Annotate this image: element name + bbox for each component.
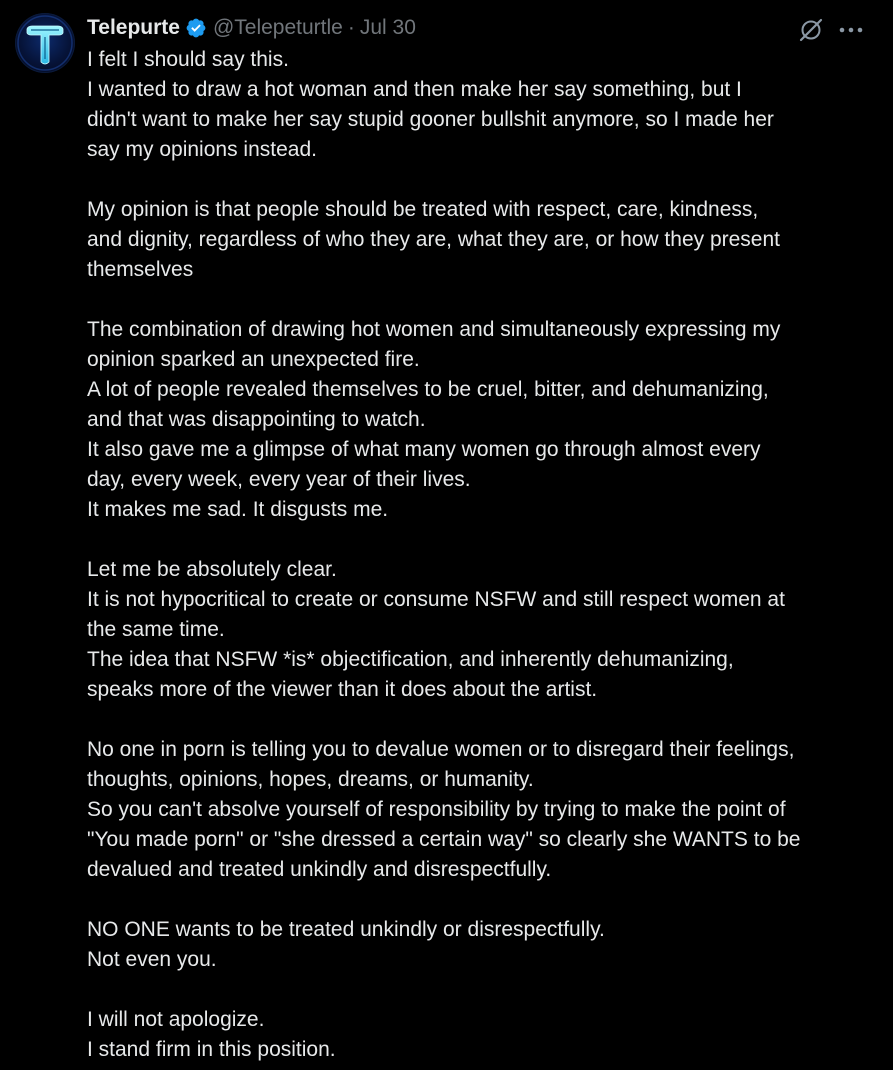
text-line: devalued and treated unkindly and disrespectfully. (87, 858, 552, 881)
text-line: speaks more of the viewer than it does about the artist. (87, 678, 598, 701)
blank-line (87, 165, 877, 195)
text-line: didn't want to make her say stupid gooner bullshit anymore, so I made her (87, 108, 774, 131)
more-dots-icon[interactable] (836, 16, 866, 44)
text-line: and dignity, regardless of who they are, what they are, or how they present (87, 228, 780, 251)
text-line: say my opinions instead. (87, 138, 317, 161)
text-line: Let me be absolutely clear. (87, 558, 337, 581)
grok-icon[interactable] (797, 16, 825, 44)
separator-dot: · (347, 16, 355, 39)
text-line: It makes me sad. It disgusts me. (87, 498, 389, 521)
author-handle[interactable]: @Telepeturtle (212, 16, 343, 39)
text-line: So you can't absolve yourself of responsibility by trying to make the point of (87, 798, 786, 821)
text-line: the same time. (87, 618, 225, 641)
text-line: opinion sparked an unexpected fire. (87, 348, 420, 371)
text-line: The idea that NSFW *is* objectification, and inherently dehumanizing, (87, 648, 734, 671)
text-line: I will not apologize. (87, 1008, 265, 1031)
text-line: themselves (87, 258, 194, 281)
blank-line (87, 705, 877, 735)
text-line: I stand firm in this position. (87, 1038, 336, 1061)
text-line: NO ONE wants to be treated unkindly or disrespectfully. (87, 918, 605, 941)
tweet-header (87, 14, 893, 42)
text-line: I felt I should say this. (87, 48, 289, 71)
post-date[interactable]: Jul 30 (359, 16, 416, 39)
author-name[interactable]: Telepurte (87, 16, 180, 39)
teal-letter-t-avatar-icon (15, 13, 75, 73)
blank-line (87, 975, 877, 1005)
text-line: It also gave me a glimpse of what many women go through almost every (87, 438, 761, 461)
text-line: day, every week, every year of their lives. (87, 468, 471, 491)
text-line: No one in porn is telling you to devalue women or to disregard their feelings, (87, 738, 795, 761)
text-line: "You made porn" or "she dressed a certain way" so clearly she WANTS to be (87, 828, 801, 851)
tweet-text (87, 45, 877, 1065)
avatar[interactable] (15, 13, 75, 73)
verified-badge-icon[interactable] (185, 17, 207, 39)
text-line: A lot of people revealed themselves to be cruel, bitter, and dehumanizing, (87, 378, 769, 401)
text-line: My opinion is that people should be treated with respect, care, kindness, (87, 198, 759, 221)
blank-line (87, 885, 877, 915)
text-line: It is not hypocritical to create or consume NSFW and still respect women at (87, 588, 785, 611)
blank-line (87, 285, 877, 315)
text-line: thoughts, opinions, hopes, dreams, or humanity. (87, 768, 534, 791)
blank-line (87, 525, 877, 555)
text-line: and that was disappointing to watch. (87, 408, 426, 431)
text-line: The combination of drawing hot women and simultaneously expressing my (87, 318, 781, 341)
text-line: I wanted to draw a hot woman and then make her say something, but I (87, 78, 742, 101)
text-line: Not even you. (87, 948, 217, 971)
